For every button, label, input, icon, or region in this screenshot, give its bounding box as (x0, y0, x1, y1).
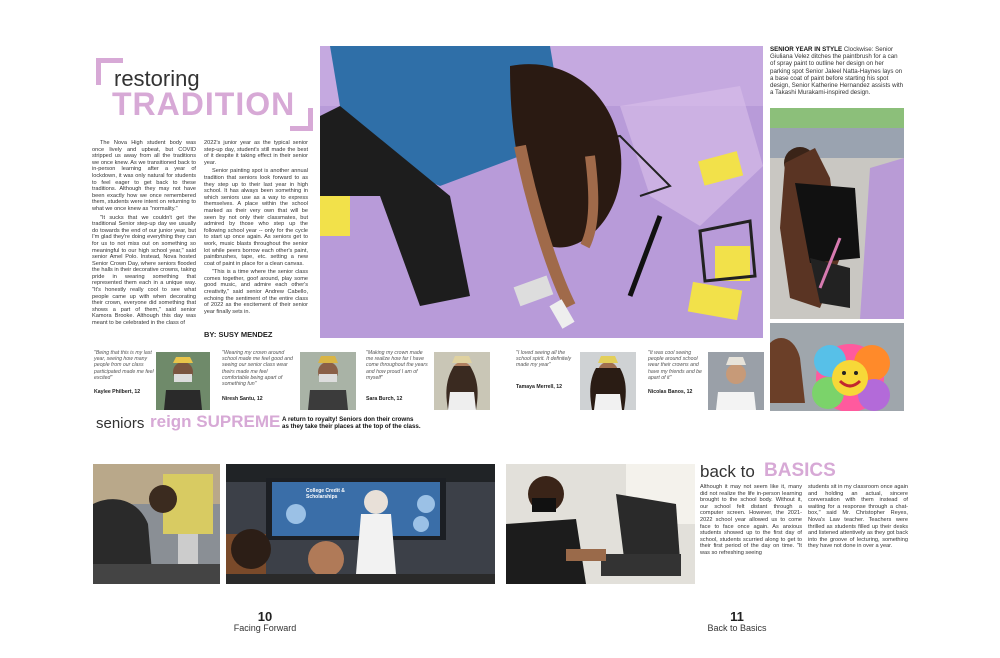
senior-style-caption (770, 46, 904, 96)
portrait-photo (434, 352, 490, 410)
section-title-big: reign SUPREME (150, 412, 281, 431)
paragraph: "It sucks that we couldn't get the traditional Senior step-up day we usually do towards the end of our junior year, but I'm glad they're doing everything they can for us to not miss out on something so meaningful to our high school year," said senior Amel Polo. Instead, Nova hosted Senior Crown Day, where seniors flooded the halls in their decorative crowns, taking pride in wearing something that represented them each in a unique way. "It's honestly really cool to see what people came up with when decorating their crown, everyone did something that shows a part of them," said senior Kamora Brooke. Although this day was meant to be celebrated in the class of (92, 214, 196, 327)
paragraph: Senior painting spot is another annual tradition that seniors look forward to as they step up to their last year in high school. It has always been something in which seniors use as a way to express themselves. A place within the school marked as their very own that will be seen by not only their classmates, but admired by those who step up the following school year -- only for the cycle to start up once again. As seniors get to work, music blasts throughout the senior lot while peers borrow each other's paint, paintbrushes, tape, etc. setting a new coat of paint in place for a clean canvas. (204, 168, 308, 267)
page-number-right: 11 (730, 609, 744, 624)
quote-text: "Making my crown made me realize how far I have come throughout the years and how proud I am of myself" (366, 350, 428, 381)
screen-text: College Credit & Scholarships (306, 488, 345, 500)
quote-name: Kaylee Philbert, 12 (94, 389, 141, 395)
section-caption: A return to royalty! Seniors don their crowns as they take their places at the top of the class. (282, 416, 421, 431)
classroom-photo-presentation (226, 464, 495, 584)
quote-text: "I loved seeing all the school spirit. It definitely made my year" (516, 350, 572, 369)
paragraph: "This is a time where the senior class comes together, goof around, play some good music, and admire each other's creativity," said senior Andrew Cabello, echoing the sentiment of the entire class of 2022 as the excitement of their senior year finally sets in. (204, 269, 308, 315)
page-label-left: Facing Forward (233, 623, 297, 633)
paragraph: The Nova High student body was once lively and upbeat, but COVID stripped us away from all the traditions we once knew. As we transitioned back to in-person learning after a year of lockdown, it was only natural for students to feel eager to get back to these traditions. Although they may not have been exactly how we once remembered them, students were intent on returning to what we once knew as "normality." (92, 140, 196, 212)
headline-big: TRADITION (112, 86, 296, 122)
quote-text: "Being that this is my last year, seeing how many people from our class participated made me feel excited" (94, 350, 154, 381)
left-body-column-1 (92, 140, 196, 329)
quote-name: Niresh Santu, 12 (222, 396, 263, 402)
quote-text: "Wearing my crown around school made me feel good and seeing our senior class wear theirs made me feel comfortable being apart of something fun" (222, 350, 293, 388)
photo-murakami-flower (770, 323, 904, 411)
caption-body: Clockwise: Senior Giuliana Velez ditches the paintbrush for a can of spray paint to outline her design on her parking spot Senior Jaleel Natta-Haynes lays on a base coat of paint before starting his spot design, Senior Katherine Hernandez assists with a Takashi Murakami-inspired design. (770, 46, 904, 97)
byline: BY: SUSY MENDEZ (204, 330, 273, 339)
paragraph: 2022's junior year as the typical senior step-up day, student's still made the best of it despite it taking effect in their senior year. (204, 140, 308, 166)
hero-photo-painting (320, 46, 763, 338)
section-title-small: back to (700, 462, 755, 481)
quote-name: Sara Burch, 12 (366, 396, 403, 402)
caption-title: SENIOR YEAR IN STYLE (770, 46, 843, 53)
quote-name: Tamaya Merrell, 12 (516, 384, 563, 390)
right-body-column-2: students sit in my classroom once again and holding an actual, sincere conversation with them instead of waiting for a response through a chat-box," said Mr. Christopher Reyes, Nova's Law teacher. Teachers were thrilled as students filled up their desks and listened attentively as they got back into the groove of lecturing, something they have not done in over a year. (808, 484, 908, 550)
page-label-right: Back to Basics (707, 623, 767, 633)
quote-text: "It was cool seeing people around school wear their crowns and have my friends and be apart of it" (648, 350, 702, 381)
portrait-photo (708, 352, 764, 410)
quote-name: Nicolas Banos, 12 (648, 389, 693, 395)
page-number-left: 10 (257, 609, 273, 624)
classroom-photo-microscope (93, 464, 220, 584)
section-title-small: seniors (96, 415, 145, 432)
portrait-photo (580, 352, 636, 410)
right-body-column-1: Although it may not seem like it, many did not realize the life in-person learning brought to the school body. Without it, our school felt distant through a computer screen. However, the 2021-2022 school year allowed us to come face to face once again. As anxious students showed up to the first day of school, students scurried along to get to their first period of the day on time. "It was so refreshing seeing (700, 484, 802, 556)
portrait-photo (156, 352, 210, 410)
portrait-photo (300, 352, 356, 410)
headline-small: restoring (114, 66, 200, 91)
section-title-big: BASICS (764, 460, 836, 481)
photo-student-painting-base-coat (770, 108, 904, 319)
photo-student-laptop (506, 464, 695, 584)
left-body-column-2 (204, 140, 308, 317)
